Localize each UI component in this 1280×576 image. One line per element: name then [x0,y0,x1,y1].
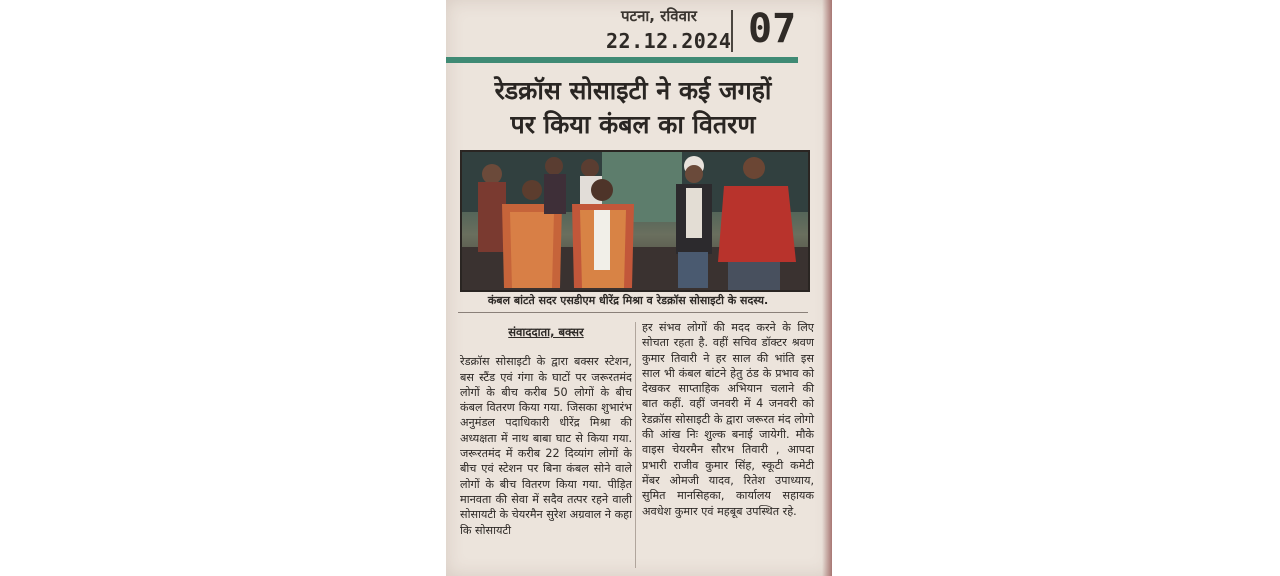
city-day: पटना, रविवार [621,7,697,25]
news-photo [460,150,810,292]
headline-line-2: पर किया कंबल का वितरण [510,110,756,139]
headline-line-1: रेडक्रॉस सोसाइटी ने कई जगहों [494,76,772,105]
page-number: 07 [748,6,797,52]
right-column-text: हर संभव लोगों की मदद करने के लिए सोचता रहता है. वहीं सचिव डॉक्टर श्रवण कुमार तिवारी ने हर साल की भांति इस साल भी कंबल बांटने हेतु ठंड के प्रभाव को देखकर साप्ताहिक अभियान चलाने की बात कहीं. वहीं जनवरी में 4 जनवरी को रेडक्रॉस सोसाइटी के द्वारा जरूरत मंद लोगो की आंख निः शुल्क बनाई जायेगी. मौके वाइस चेयरमैन सौरभ तिवारी , आपदा प्रभारी राजीव कुमार सिंह, स्कूटी कमेटी मेंबर ओमजी यादव, रितेश उपाध्याय, सुमित मानसिहका, कार्यालय सहायक अवधेश कुमार एवं महबूब उपस्थित रहे. [642,321,814,518]
article-column-right [642,320,814,519]
newspaper-clipping [446,0,832,576]
masthead-divider [731,10,733,52]
issue-date: 22.12.2024 [606,29,732,53]
photo-illustration [462,152,808,290]
headline [458,74,808,142]
photo-caption: कंबल बांटते सदर एसडीएम धीरेंद्र मिश्रा व रेडक्रॉस सोसाइटी के सदस्य. [487,294,769,307]
caption-rule [458,312,808,313]
byline: संवाददाता, बक्सर [508,325,584,339]
column-divider [635,322,636,568]
masthead [446,0,832,60]
masthead-rule [446,57,798,63]
left-column-text: रेडक्रॉस सोसाइटी के द्वारा बक्सर स्टेशन, बस स्टैंड एवं गंगा के घाटों पर जरूरतमंद लोगों के बीच करीब 50 लोगों के बीच कंबल वितरण किया गया. जिसका शुभारंभ अनुमंडल पदाधिकारी धीरेंद्र मिश्रा की अध्यक्षता में नाथ बाबा घाट से किया गया. जरूरतमंद में करीब 22 दिव्यांग लोगों के बीच एवं स्टेशन पर बिना कंबल सोने वाले लोगों के बीच वितरण किया गया. पीड़ित मानवता की सेवा में सदैव तत्पर रहने वाली सोसायटी के चेयरमैन सुरेश अग्रवाल ने कहा कि सोसायटी [460,355,632,537]
article-column-left [460,320,632,538]
